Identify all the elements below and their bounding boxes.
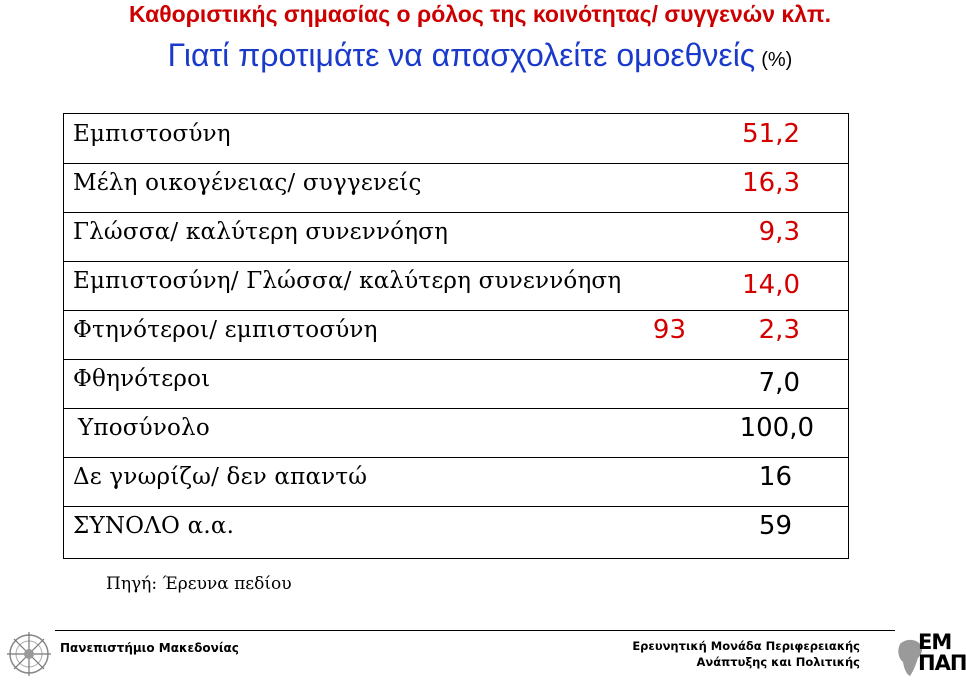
row-label: Φθηνότεροι [73, 366, 211, 392]
footer-unit-line1: Ερευνητική Μονάδα Περιφερειακής [632, 639, 860, 653]
logo-text [918, 632, 966, 674]
row-value: 9,3 [758, 217, 800, 247]
row-label: Υποσύνολο [78, 415, 210, 441]
row-label: Εμπιστοσύνη [73, 121, 231, 147]
logo-text-line2: ΠΑΠ [918, 651, 966, 675]
data-table [63, 113, 849, 559]
table-row [64, 408, 848, 457]
row-label: Εμπιστοσύνη/ Γλώσσα/ καλύτερη συνεννόηση [73, 268, 622, 294]
table-row [64, 212, 848, 261]
table-row [64, 261, 848, 310]
footer-unit-line2: Ανάπτυξης και Πολιτικής [696, 655, 860, 669]
table-row [64, 114, 848, 163]
source-note: Πηγή: Έρευνα πεδίου [106, 574, 292, 594]
row-value: 16 [758, 462, 792, 492]
row-value: 2,3 [758, 315, 800, 345]
row-label: Φτηνότεροι/ εμπιστοσύνη [73, 317, 378, 343]
row-label: ΣΥΝΟΛΟ α.α. [73, 513, 235, 539]
row-value: 59 [758, 511, 792, 541]
row-value: 16,3 [742, 168, 800, 198]
row-value: 100,0 [739, 413, 814, 443]
row-value: 7,0 [758, 368, 800, 398]
subtitle-text: Γιατί προτιμάτε να απασχολείτε ομοεθνείς [167, 37, 756, 73]
table-row [64, 163, 848, 212]
footer-research-unit [632, 638, 860, 670]
row-label: Γλώσσα/ καλύτερη συνεννόηση [73, 219, 449, 245]
row-value: 14,0 [742, 270, 800, 300]
table-row [64, 457, 848, 506]
slide-title: Καθοριστικής σημασίας ο ρόλος της κοινότητας/ συγγενών κλπ. [129, 1, 831, 27]
table-row [64, 506, 848, 555]
row-extra-value: 93 [652, 315, 686, 345]
row-value: 51,2 [742, 119, 800, 149]
university-logo-icon [6, 628, 52, 680]
table-row [64, 359, 848, 408]
unit-label: (%) [761, 49, 793, 71]
emap-logo [894, 630, 966, 682]
row-label: Δε γνωρίζω/ δεν απαντώ [73, 464, 368, 490]
footer-divider [55, 630, 895, 631]
slide-subtitle [0, 34, 960, 83]
row-label: Μέλη οικογένειας/ συγγενείς [73, 170, 422, 196]
footer-university: Πανεπιστήμιο Μακεδονίας [60, 641, 239, 655]
table-row [64, 310, 848, 359]
logo-text-line1: ΕΜ [918, 630, 952, 654]
